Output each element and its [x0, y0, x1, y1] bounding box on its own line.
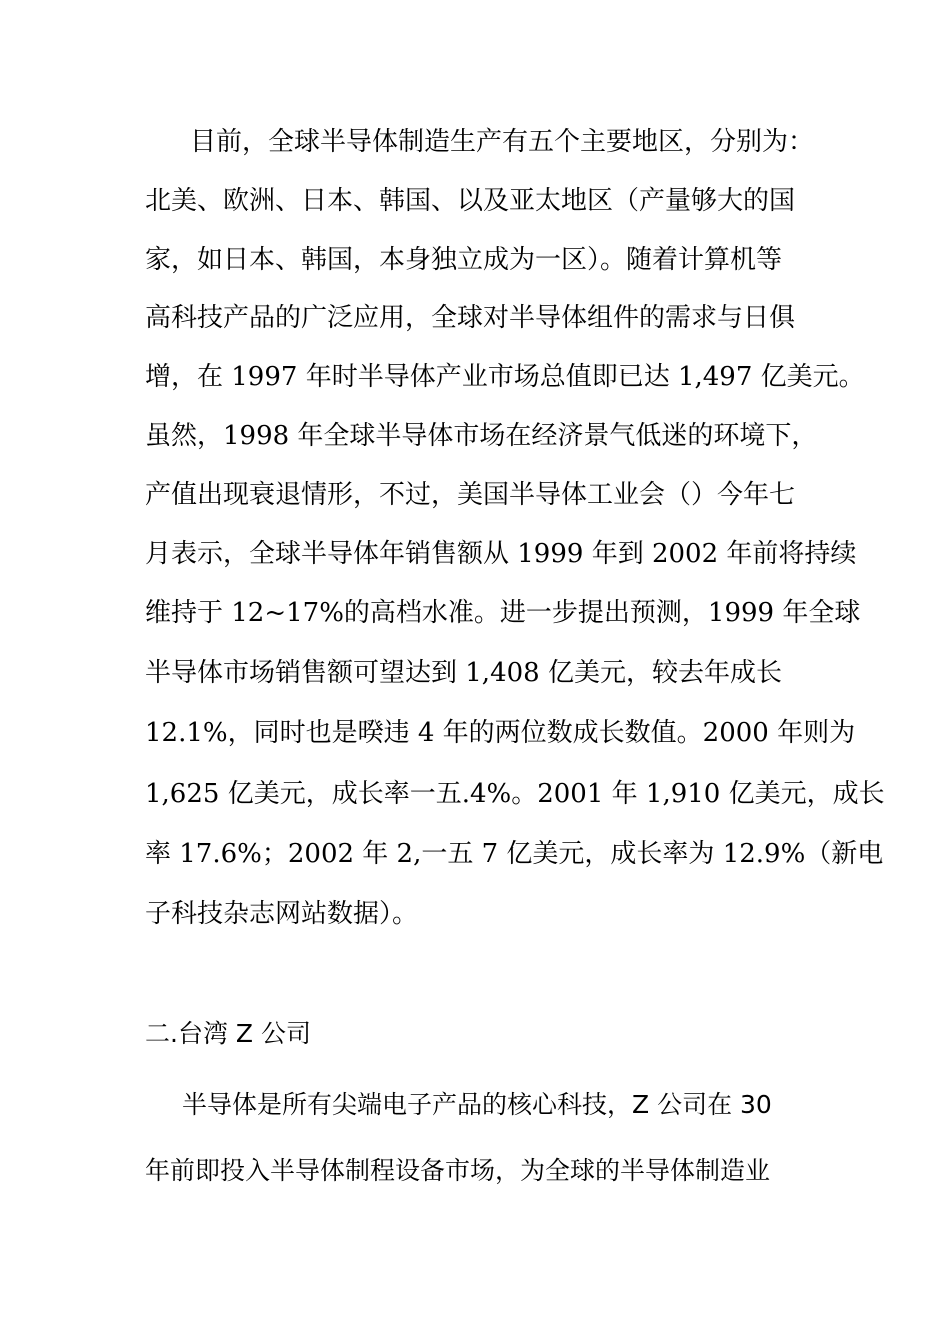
- paragraph-1-line-5: 增，在 1997 年时半导体产业市场总值即已达 1,497 亿美元。: [145, 362, 865, 392]
- paragraph-1-line-11: 12.1%，同时也是暌违 4 年的两位数成长数值。2000 年则为: [145, 718, 856, 748]
- paragraph-1-line-3: 家，如日本、韩国，本身独立成为一区）。随着计算机等: [145, 245, 783, 275]
- paragraph-1-line-10: 半导体市场销售额可望达到 1,408 亿美元，较去年成长: [145, 658, 782, 688]
- paragraph-1-line-13: 率 17.6%；2002 年 2,一五 7 亿美元，成长率为 12.9%（新电: [145, 839, 884, 869]
- paragraph-1-line-1: 目前，全球半导体制造生产有五个主要地区，分别为：: [190, 127, 815, 157]
- section-2-heading: 二.台湾 Z 公司: [145, 1019, 311, 1048]
- section-2-line-2: 年前即投入半导体制程设备市场，为全球的半导体制造业: [145, 1156, 771, 1185]
- paragraph-1-line-6: 虽然，1998 年全球半导体市场在经济景气低迷的环境下，: [145, 421, 818, 451]
- paragraph-1-line-12: 1,625 亿美元，成长率一五.4%。2001 年 1,910 亿美元，成长: [145, 779, 885, 809]
- paragraph-1-line-7: 产值出现衰退情形，不过，美国半导体工业会（）今年七: [145, 480, 796, 510]
- paragraph-1-line-8: 月表示，全球半导体年销售额从 1999 年到 2002 年前将持续: [145, 539, 857, 569]
- paragraph-1-line-9: 维持于 12~17%的高档水准。进一步提出预测，1999 年全球: [145, 598, 861, 628]
- paragraph-1-line-4: 高科技产品的广泛应用，全球对半导体组件的需求与日俱: [145, 303, 796, 333]
- section-2-line-1: 半导体是所有尖端电子产品的核心科技，Z 公司在 30: [182, 1090, 772, 1119]
- paragraph-1-line-14: 子科技杂志网站数据）。: [145, 899, 419, 929]
- paragraph-1-line-2: 北美、欧洲、日本、韩国、以及亚太地区（产量够大的国: [145, 186, 796, 216]
